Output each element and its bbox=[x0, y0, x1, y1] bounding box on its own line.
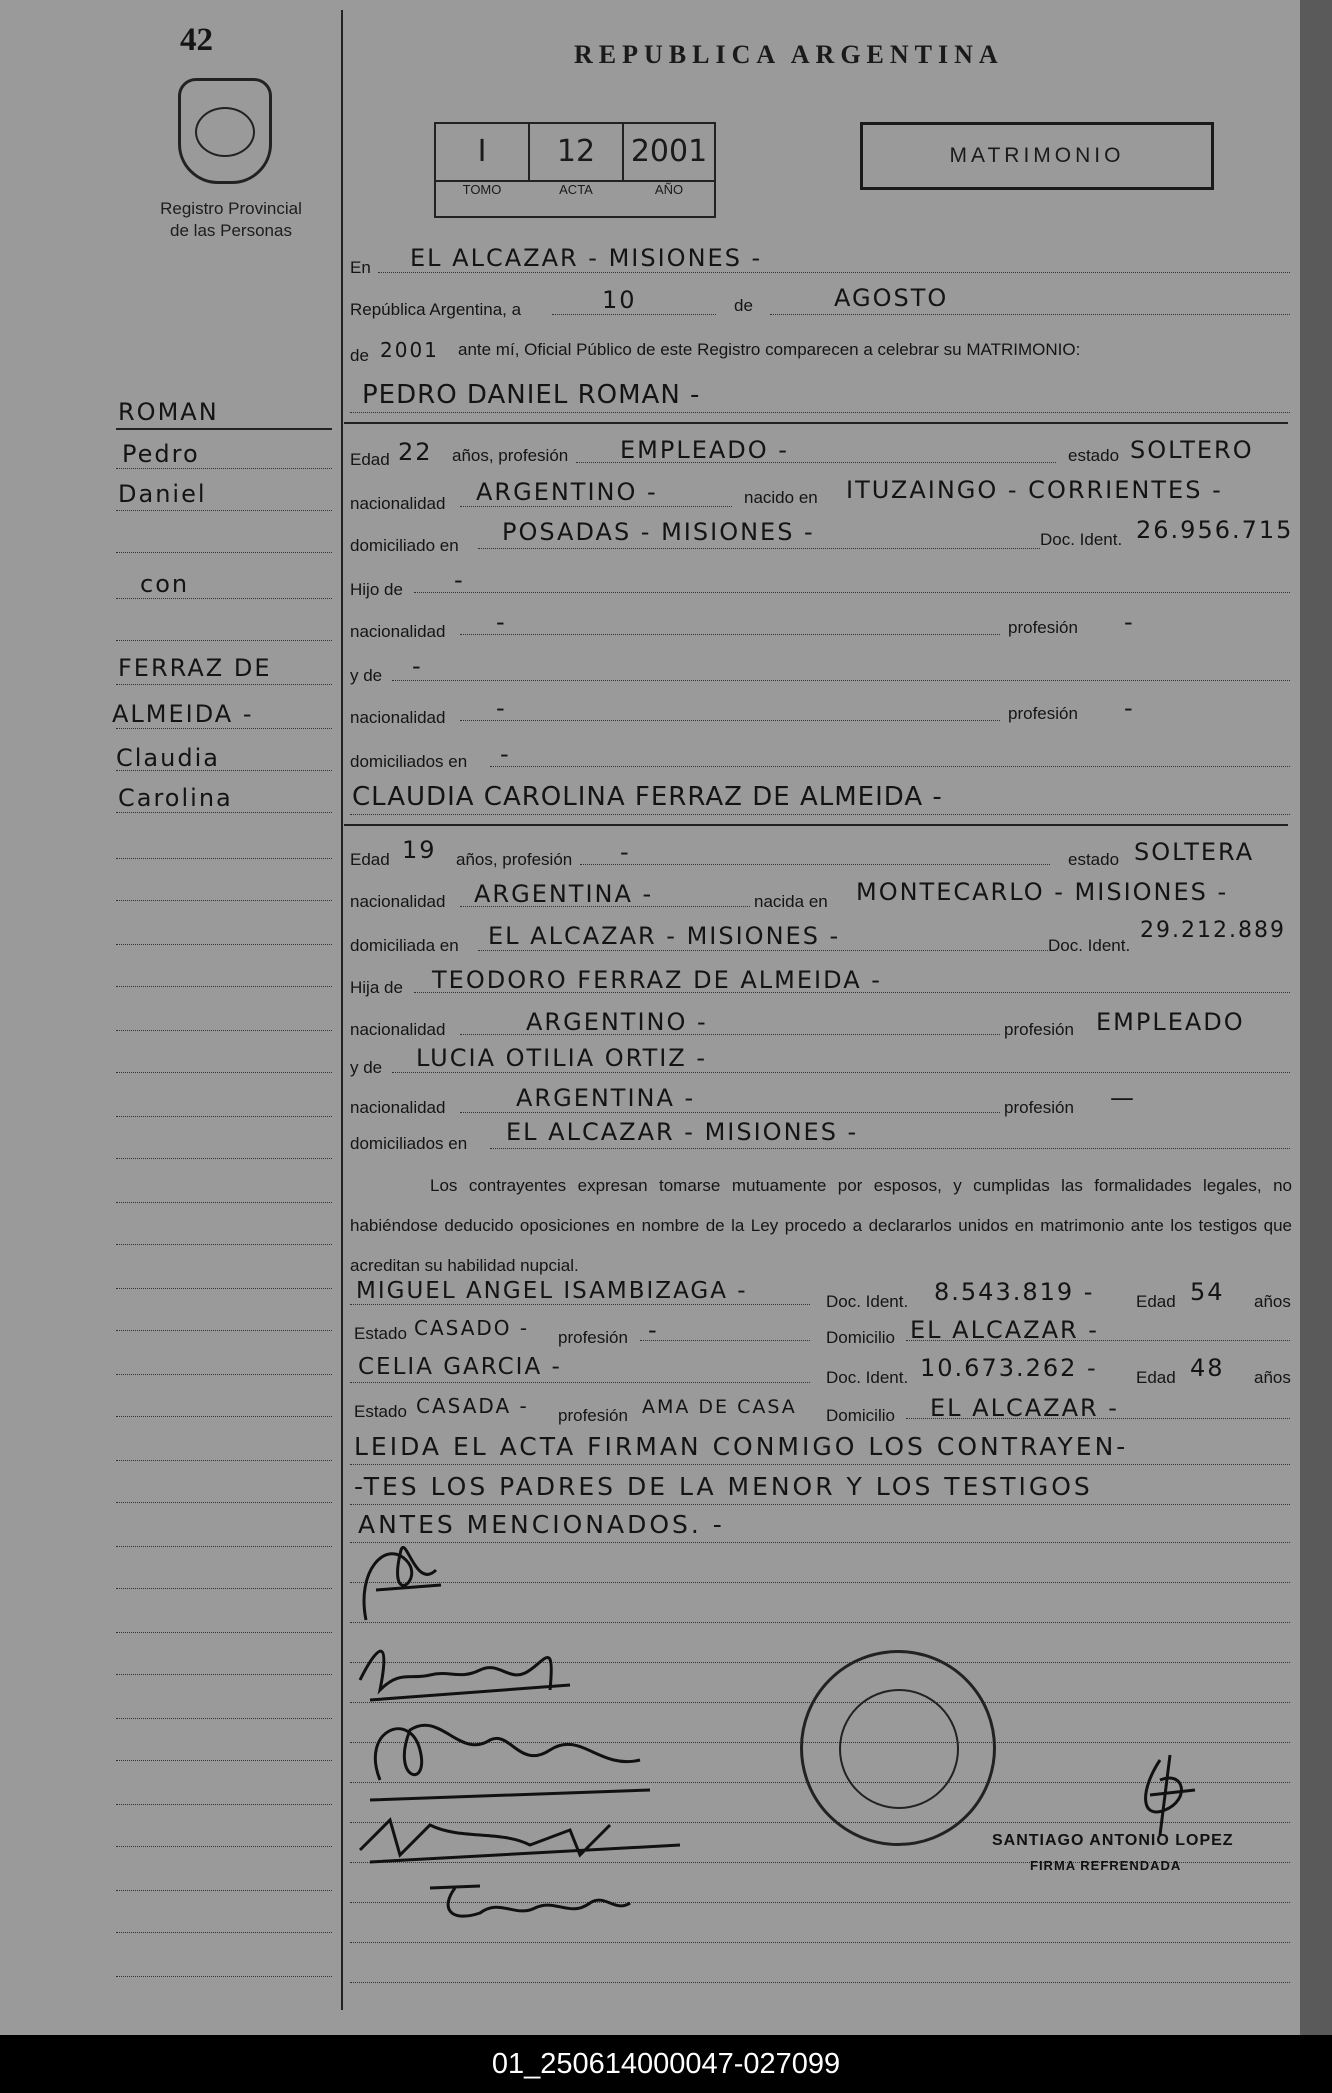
groom-domicilio: POSADAS - MISIONES - bbox=[502, 518, 815, 546]
tomo-label: TOMO bbox=[462, 182, 502, 197]
witness1-prof-label: profesión bbox=[558, 1328, 628, 1347]
witness2-domicilio: EL ALCAZAR - bbox=[930, 1394, 1119, 1422]
groom-madre-nac-label: nacionalidad bbox=[350, 708, 446, 727]
bride-madre-nac-label: nacionalidad bbox=[350, 1098, 446, 1117]
witness1-dom-label: Domicilio bbox=[826, 1328, 895, 1347]
witness2-prof-label: profesión bbox=[558, 1406, 628, 1425]
official-name: SANTIAGO ANTONIO LOPEZ bbox=[992, 1832, 1234, 1849]
bride-edad: 19 bbox=[402, 836, 437, 864]
witness1-edad: 54 bbox=[1190, 1278, 1225, 1306]
signature-witness1 bbox=[350, 1800, 690, 1870]
official-role: FIRMA REFRENDADA bbox=[1030, 1858, 1182, 1873]
coat-of-arms-icon bbox=[178, 78, 272, 184]
groom-padres-dom-label: domiciliados en bbox=[350, 752, 468, 771]
declaration-text: Los contrayentes expresan tomarse mutuamente por esposos, y cumplidas las formalidades legales, no habiéndose deducido oposiciones en nombre de la Ley procedo a declararlos unidos en matrimonio ante los testigos que acreditan su habilidad nupcial. bbox=[350, 1176, 1292, 1275]
bride-full-name: CLAUDIA CAROLINA FERRAZ DE ALMEIDA - bbox=[352, 782, 943, 812]
groom-edad-label: Edad bbox=[350, 450, 390, 469]
page-edge bbox=[1300, 0, 1332, 2035]
bride-estado-label: estado bbox=[1068, 850, 1120, 869]
groom-nacido-label: nacido en bbox=[744, 488, 818, 507]
groom-nacionalidad: ARGENTINO - bbox=[476, 478, 658, 506]
intro-year: 2001 bbox=[380, 338, 439, 362]
bride-edad-label: Edad bbox=[350, 850, 390, 869]
bride-madre: LUCIA OTILIA ORTIZ - bbox=[416, 1044, 708, 1072]
margin-name: Pedro bbox=[122, 440, 200, 468]
signature-witness2 bbox=[420, 1868, 640, 1928]
bride-madre-profesion: — bbox=[1110, 1084, 1136, 1112]
groom-nacionalidad-label: nacionalidad bbox=[350, 494, 446, 513]
witness1-anos-label: años bbox=[1254, 1292, 1291, 1311]
bride-madre-prof-label: profesión bbox=[1004, 1098, 1074, 1117]
witness2-edad-label: Edad bbox=[1136, 1368, 1176, 1387]
note-line: ANTES MENCIONADOS. - bbox=[358, 1510, 725, 1539]
intro-month: AGOSTO bbox=[834, 284, 949, 312]
margin-name: Claudia bbox=[116, 744, 220, 772]
witness2-estado: CASADA - bbox=[416, 1394, 529, 1418]
intro-year-label: de bbox=[350, 346, 369, 365]
bride-padres-domicilio: EL ALCAZAR - MISIONES - bbox=[506, 1118, 859, 1146]
groom-doc: 26.956.715 bbox=[1136, 516, 1294, 544]
acta-label: ACTA bbox=[559, 182, 593, 197]
bride-profesion-label: años, profesión bbox=[456, 850, 573, 869]
groom-edad: 22 bbox=[398, 438, 433, 466]
margin-name: Daniel bbox=[118, 480, 207, 508]
groom-estado-label: estado bbox=[1068, 446, 1120, 465]
witness1-domicilio: EL ALCAZAR - bbox=[910, 1316, 1099, 1344]
witness1-name: MIGUEL ANGEL ISAMBIZAGA - bbox=[356, 1278, 748, 1304]
groom-padre-prof-label: profesión bbox=[1008, 618, 1078, 637]
bride-domicilio: EL ALCAZAR - MISIONES - bbox=[488, 922, 841, 950]
groom-madre-prof-label: profesión bbox=[1008, 704, 1078, 723]
bride-padres-dom-label: domiciliados en bbox=[350, 1134, 468, 1153]
margin-name: ALMEIDA - bbox=[112, 700, 254, 728]
tomo-acta-ano-box bbox=[434, 122, 716, 218]
intro-place: EL ALCAZAR - MISIONES - bbox=[410, 244, 763, 272]
bride-profesion: - bbox=[620, 838, 631, 866]
intro-day: 10 bbox=[602, 286, 637, 314]
witness2-anos-label: años bbox=[1254, 1368, 1291, 1387]
witness1-doc-label: Doc. Ident. bbox=[826, 1292, 909, 1311]
bride-estado: SOLTERA bbox=[1134, 838, 1255, 866]
registry-line-1: Registro Provincial bbox=[160, 199, 302, 218]
bride-domicilio-label: domiciliada en bbox=[350, 936, 459, 955]
bride-doc: 29.212.889 bbox=[1140, 918, 1286, 943]
witness1-estado: CASADO - bbox=[414, 1316, 530, 1340]
groom-padres-domicilio: - bbox=[500, 740, 511, 768]
note-line: -TES LOS PADRES DE LA MENOR Y LOS TESTIGOS bbox=[354, 1472, 1093, 1501]
groom-madre: - bbox=[412, 652, 423, 680]
intro-en-label: En bbox=[350, 258, 371, 277]
witness2-doc-label: Doc. Ident. bbox=[826, 1368, 909, 1387]
acta-value: 12 bbox=[530, 124, 624, 180]
groom-padre-nacionalidad: - bbox=[496, 608, 507, 636]
groom-profesion-label: años, profesión bbox=[452, 446, 569, 465]
bride-hija-label: Hija de bbox=[350, 978, 403, 997]
witness1-edad-label: Edad bbox=[1136, 1292, 1176, 1311]
witness2-profesion: AMA DE CASA bbox=[642, 1396, 797, 1418]
column-divider bbox=[341, 10, 343, 2010]
witness2-name: CELIA GARCIA - bbox=[358, 1354, 562, 1380]
bride-yde-label: y de bbox=[350, 1058, 383, 1077]
groom-yde-label: y de bbox=[350, 666, 383, 685]
witness2-edad: 48 bbox=[1190, 1354, 1225, 1382]
intro-republic-label: República Argentina, a bbox=[350, 300, 522, 319]
tomo-value: I bbox=[436, 124, 530, 180]
registry-name bbox=[136, 198, 326, 242]
bride-padre-nacionalidad: ARGENTINO - bbox=[526, 1008, 708, 1036]
groom-padre-nac-label: nacionalidad bbox=[350, 622, 446, 641]
groom-hijo-label: Hijo de bbox=[350, 580, 403, 599]
witness2-doc: 10.673.262 - bbox=[920, 1354, 1098, 1382]
country-title: REPUBLICA ARGENTINA bbox=[574, 40, 1004, 69]
bride-padre-profesion: EMPLEADO bbox=[1096, 1008, 1245, 1036]
ano-value: 2001 bbox=[630, 134, 708, 169]
margin-name: ROMAN bbox=[118, 398, 219, 426]
signature-official bbox=[1120, 1750, 1200, 1840]
official-seal-icon bbox=[800, 1650, 996, 1846]
note-line: LEIDA EL ACTA FIRMAN CONMIGO LOS CONTRAYEN- bbox=[354, 1432, 1129, 1461]
groom-estado: SOLTERO bbox=[1130, 436, 1254, 464]
witness1-profesion: - bbox=[648, 1316, 659, 1344]
groom-full-name: PEDRO DANIEL ROMAN - bbox=[362, 380, 701, 410]
groom-padre-profesion: - bbox=[1124, 608, 1135, 636]
ano-label: AÑO bbox=[654, 182, 684, 197]
record-type: MATRIMONIO bbox=[860, 122, 1214, 190]
intro-text: ante mí, Oficial Público de este Registro comparecen a celebrar su MATRIMONIO: bbox=[458, 340, 1081, 359]
margin-name: con bbox=[140, 570, 190, 598]
groom-nacido: ITUZAINGO - CORRIENTES - bbox=[846, 476, 1223, 504]
groom-madre-nacionalidad: - bbox=[496, 694, 507, 722]
bride-padre-nac-label: nacionalidad bbox=[350, 1020, 446, 1039]
bride-nacida: MONTECARLO - MISIONES - bbox=[856, 878, 1229, 906]
page-number: 42 bbox=[180, 22, 213, 58]
margin-name: FERRAZ DE bbox=[118, 654, 272, 682]
intro-de-label: de bbox=[734, 296, 753, 315]
witness1-doc: 8.543.819 - bbox=[934, 1278, 1095, 1306]
groom-madre-profesion: - bbox=[1124, 694, 1135, 722]
bride-madre-nacionalidad: ARGENTINA - bbox=[516, 1084, 696, 1112]
bride-padre: TEODORO FERRAZ DE ALMEIDA - bbox=[432, 966, 882, 994]
file-id: 01_250614000047-027099 bbox=[0, 2035, 1332, 2093]
registry-line-2: de las Personas bbox=[170, 221, 292, 240]
margin-name: Carolina bbox=[118, 784, 233, 812]
bride-padre-prof-label: profesión bbox=[1004, 1020, 1074, 1039]
witness2-dom-label: Domicilio bbox=[826, 1406, 895, 1425]
signature-groom bbox=[346, 1530, 456, 1640]
bride-nacionalidad-label: nacionalidad bbox=[350, 892, 446, 911]
signature-mother bbox=[350, 1690, 670, 1810]
groom-doc-label: Doc. Ident. bbox=[1040, 530, 1123, 549]
witness2-estado-label: Estado bbox=[354, 1402, 407, 1421]
witness1-estado-label: Estado bbox=[354, 1324, 407, 1343]
groom-profesion: EMPLEADO - bbox=[620, 436, 789, 464]
groom-padre: - bbox=[454, 566, 465, 594]
bride-doc-label: Doc. Ident. bbox=[1048, 936, 1131, 955]
groom-domicilio-label: domiciliado en bbox=[350, 536, 459, 555]
bride-nacida-label: nacida en bbox=[754, 892, 828, 911]
bride-nacionalidad: ARGENTINA - bbox=[474, 880, 654, 908]
